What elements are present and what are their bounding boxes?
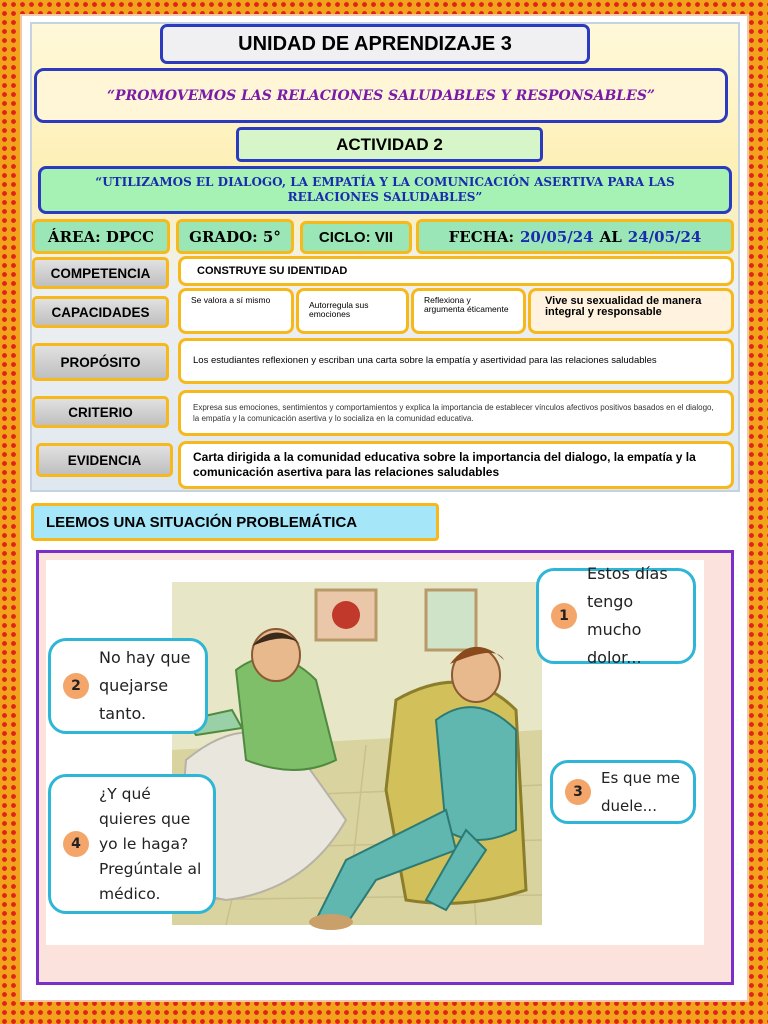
section-heading: LEEMOS UNA SITUACIÓN PROBLEMÁTICA — [31, 503, 439, 541]
bubble-number-1: 1 — [551, 603, 577, 629]
ciclo-badge: CICLO: VII — [300, 221, 412, 254]
competencia-value: CONSTRUYE SU IDENTIDAD — [178, 256, 734, 286]
unit-title: UNIDAD DE APRENDIZAJE 3 — [160, 24, 590, 64]
competencia-label: COMPETENCIA — [32, 257, 169, 289]
evidencia-label: EVIDENCIA — [36, 443, 173, 477]
bubble-text-1: Estos días tengo mucho dolor... — [587, 564, 668, 667]
speech-bubble-2 — [48, 638, 208, 734]
criterio-label: CRITERIO — [32, 396, 169, 428]
speech-bubble-1 — [536, 564, 696, 667]
fecha-badge — [416, 219, 734, 254]
bubble-number-3: 3 — [565, 779, 591, 805]
bubble-number-2: 2 — [63, 673, 89, 699]
fecha-start: 20/05/24 — [520, 227, 594, 246]
area-badge: ÁREA: DPCC — [32, 219, 170, 254]
speech-bubble-3 — [550, 760, 696, 824]
capacidad-item: Se valora a sí mismo — [178, 288, 294, 334]
proposito-label: PROPÓSITO — [32, 343, 169, 381]
activity-number: ACTIVIDAD 2 — [236, 127, 543, 162]
comic-illustration — [46, 560, 704, 945]
unit-subtitle: “PROMOVEMOS LAS RELACIONES SALUDABLES Y RESPONSABLES” — [34, 68, 728, 123]
bubble-number-4: 4 — [63, 831, 89, 857]
capacidad-item: Autorregula sus emociones — [296, 288, 409, 334]
fecha-separator: AL — [599, 227, 622, 246]
grado-badge: GRADO: 5° — [176, 219, 294, 254]
fecha-end: 24/05/24 — [627, 227, 702, 246]
speech-bubble-4 — [48, 774, 216, 914]
criterio-value: Expresa sus emociones, sentimientos y comportamientos y explica la importancia de establecer vínculos afectivos positivos basados en el dialogo, la empatía y la comunicación asertiva y lo socializa en la comunidad educativa. — [178, 390, 734, 436]
fecha-label: FECHA: — [448, 227, 514, 246]
capacidad-item: Vive su sexualidad de manera integral y responsable — [528, 288, 734, 334]
capacidades-label: CAPACIDADES — [32, 296, 169, 328]
capacidad-item: Reflexiona y argumenta éticamente — [411, 288, 526, 334]
bubble-text-4: ¿Y qué quieres que yo le haga? Pregúntale al médico. — [99, 784, 202, 903]
bubble-text-2: No hay que quejarse tanto. — [99, 648, 191, 723]
bubble-text-3: Es que me duele... — [601, 769, 680, 815]
activity-title: “UTILIZAMOS EL DIALOGO, LA EMPATÍA Y LA COMUNICACIÓN ASERTIVA PARA LAS RELACIONES SALUDABLES” — [38, 166, 732, 214]
evidencia-value: Carta dirigida a la comunidad educativa sobre la importancia del dialogo, la empatía y la comunicación asertiva para las relaciones saludables — [178, 441, 734, 489]
proposito-value: Los estudiantes reflexionen y escriban una carta sobre la empatía y asertividad para las relaciones saludables — [178, 338, 734, 384]
